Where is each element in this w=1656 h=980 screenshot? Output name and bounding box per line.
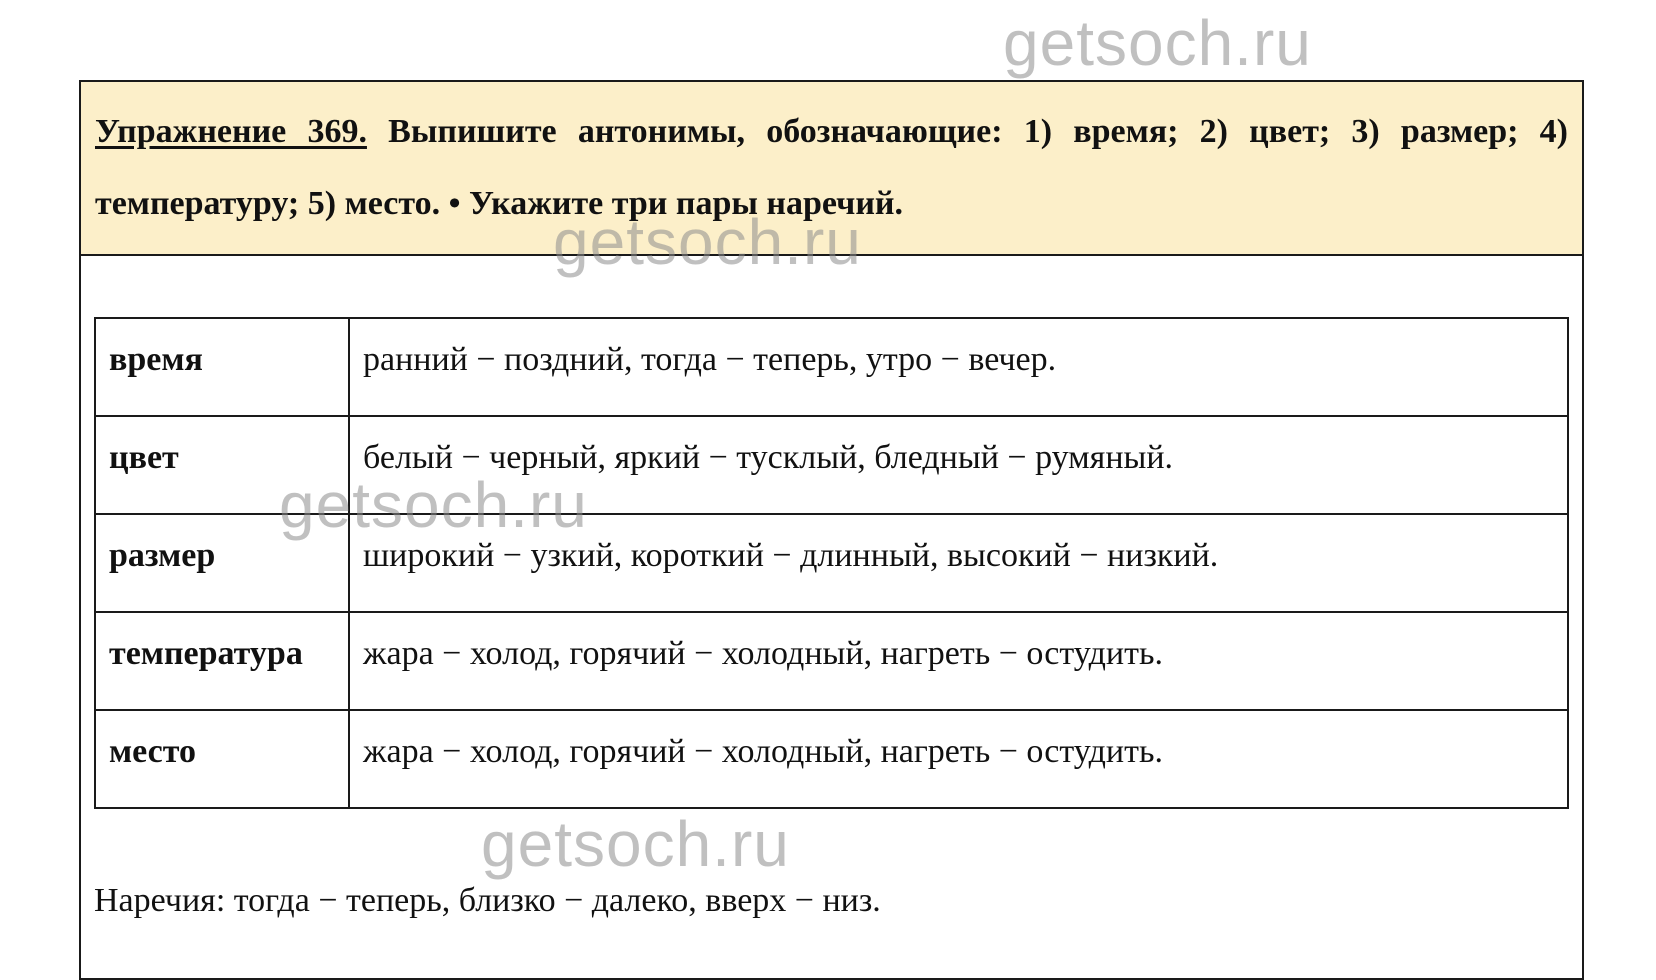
category-cell: размер (95, 514, 349, 612)
table-row (95, 318, 1568, 416)
category-cell: температура (95, 612, 349, 710)
antonyms-cell: жара − холод, горячий − холодный, нагреть − остудить. (349, 710, 1568, 808)
adverbs-line: Наречия: тогда − теперь, близко − далеко, вверх − низ. (94, 882, 881, 919)
table-row (95, 416, 1568, 514)
antonyms-cell: ранний − поздний, тогда − теперь, утро − вечер. (349, 318, 1568, 416)
category-cell: место (95, 710, 349, 808)
watermark-top: getsoch.ru (1003, 7, 1312, 79)
exercise-number: Упражнение 369. (95, 113, 367, 150)
category-cell: время (95, 318, 349, 416)
watermark-middle: getsoch.ru (553, 206, 862, 278)
exercise-card (79, 80, 1584, 980)
watermark-bottom: getsoch.ru (481, 808, 790, 880)
table-row (95, 710, 1568, 808)
antonyms-table (94, 317, 1569, 809)
antonyms-cell: широкий − узкий, короткий − длинный, высокий − низкий. (349, 514, 1568, 612)
watermark-table: getsoch.ru (279, 469, 588, 541)
table-row (95, 612, 1568, 710)
task-instruction: Выпишите антонимы, обозначающие: 1) время; 2) цвет; 3) размер; 4) температуру; 5) место. • Укажите три пары наречий. (95, 113, 1568, 222)
task-text-block (95, 96, 1568, 240)
antonyms-cell: жара − холод, горячий − холодный, нагреть − остудить. (349, 612, 1568, 710)
category-cell: цвет (95, 416, 349, 514)
task-header (81, 82, 1582, 256)
table-row (95, 514, 1568, 612)
antonyms-cell: белый − черный, яркий − тусклый, бледный − румяный. (349, 416, 1568, 514)
